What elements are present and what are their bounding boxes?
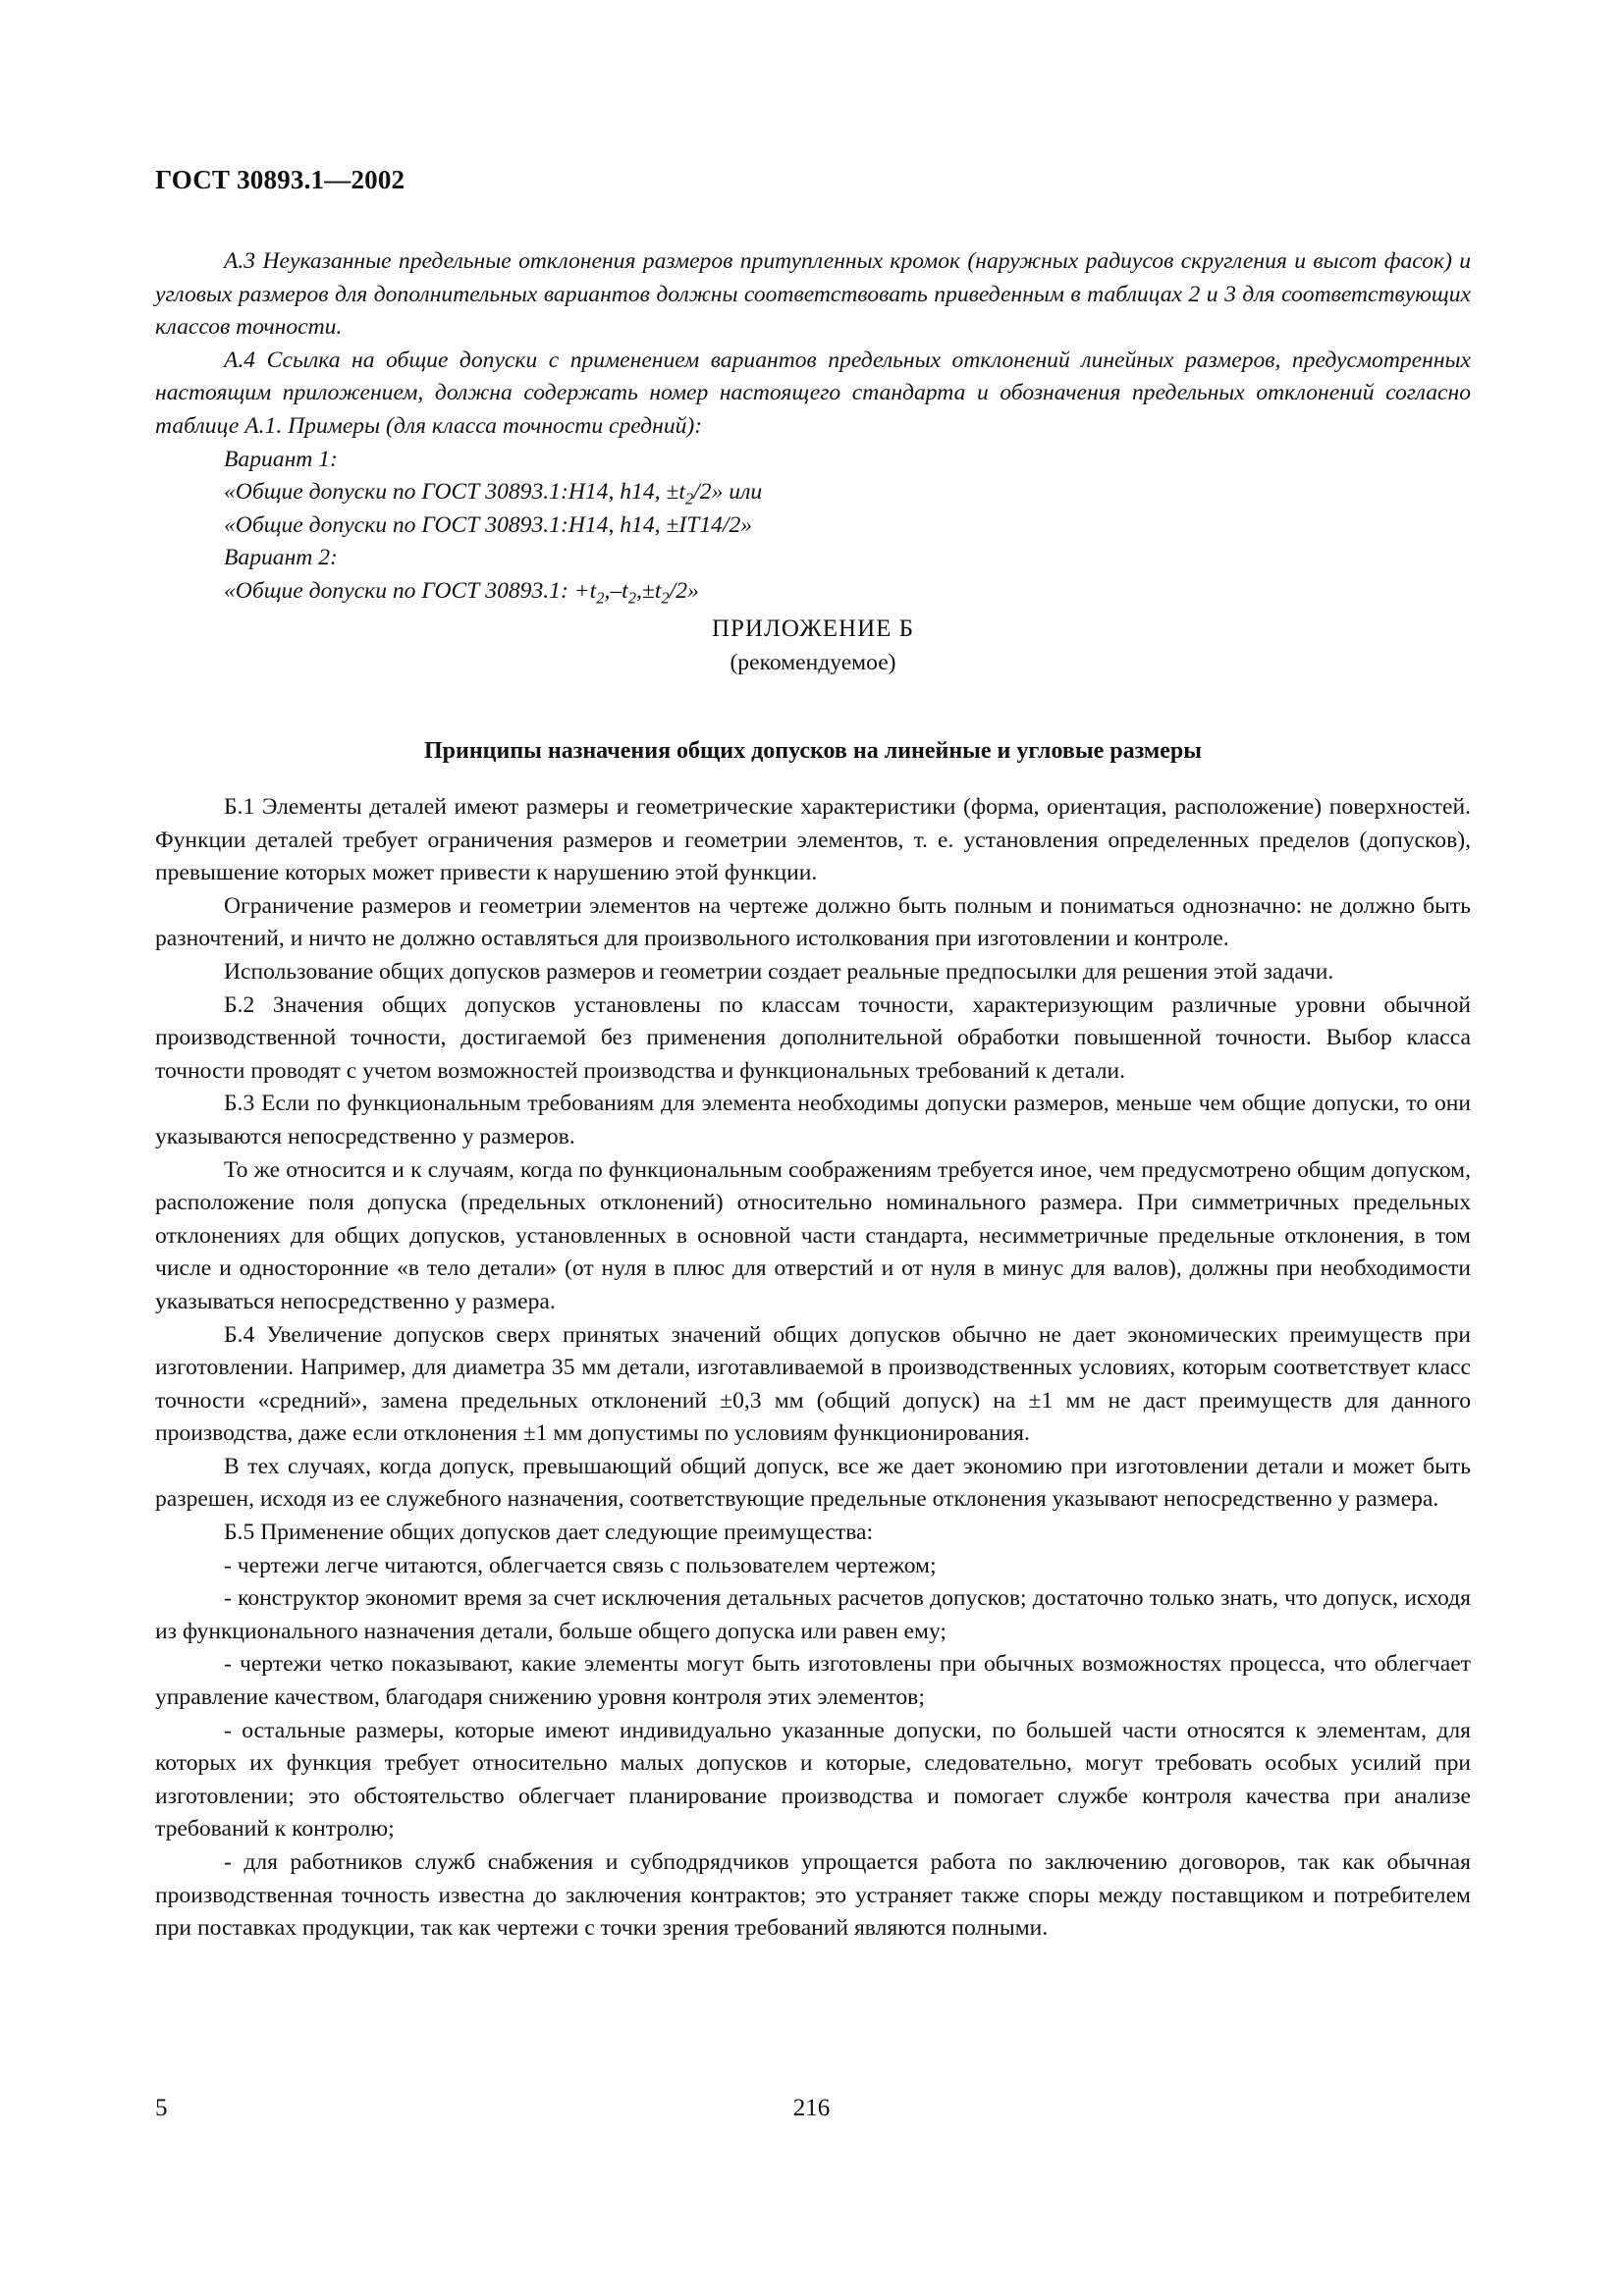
paragraph-b2: Б.2 Значения общих допусков установлены по классам точности, характеризующим различные уровни обычной производственной точности, достигаемой без применения дополнительной обработки повышенной точности. Выбор класса точности проводят с учетом возможностей производства и функциональных требований к детали.: [155, 991, 1471, 1084]
document-header: ГОСТ 30893.1—2002: [155, 165, 406, 194]
paragraph-b1: Б.1 Элементы деталей имеют размеры и геометрические характеристики (форма, ориентация, расположение) поверхностей. Функции деталей требует ограничения размеров и геометрии элементов, т. е. установления определенных пределов (допусков), превышение которых может привести к нарушению этой функции.: [155, 794, 1471, 886]
section-title: Принципы назначения общих допусков на линейные и угловые размеры: [423, 738, 1203, 764]
list-item: - чертежи легче читаются, облегчается связь с пользователем чертежом;: [224, 1552, 937, 1578]
annex-b-title: ПРИЛОЖЕНИЕ Б: [711, 615, 915, 642]
annex-b-heading: [155, 613, 1471, 679]
variant-2-label: Вариант 2:: [224, 545, 338, 571]
variant-1-label: Вариант 1:: [224, 446, 338, 472]
example-1: «Общие допуски по ГОСТ 30893.1:Н14, h14, $\pm t_2/2$» или: [224, 479, 763, 508]
list-item: - для работников служб снабжения и субподрядчиков упрощается работа по заключению договоров, так как обычная производственная точность известна до заключения контрактов; это устраняет также споры между поставщиком и потребителем при поставках продукции, так как чертежи с точки зрения требований являются полными.: [155, 1849, 1471, 1942]
page-number: 216: [792, 2095, 831, 2121]
paragraph: Использование общих допусков размеров и геометрии создает реальные предпосылки для решения этой задачи.: [224, 958, 1334, 985]
footer-left-number: 5: [155, 2095, 168, 2121]
annex-a-section: [155, 245, 1471, 609]
paragraph-b4: Б.4 Увеличение допусков сверх принятых значений общих допусков обычно не дает экономических преимуществ при изготовлении. Например, для диаметра 35 мм детали, изготавливаемой в производственных условиях, которым соответствует класс точности «средний», замена предельных отклонений ±0,3 мм (общий допуск) на ±1 мм не даст преимуществ для данного производства, даже если отклонения ±1 мм допустимы по условиям функционирования.: [155, 1321, 1471, 1447]
paragraph: В тех случаях, когда допуск, превышающий общий допуск, все же дает экономию при изготовлении детали и может быть разрешен, исходя из ее служебного назначения, соответствующие предельные отклонения указывают непосредственно у размера.: [155, 1453, 1471, 1513]
paragraph-b5: Б.5 Применение общих допусков дает следующие преимущества:: [224, 1520, 874, 1546]
list-item: - остальные размеры, которые имеют индивидуально указанные допуски, по большей части относятся к элементам, для которых их функция требует относительно малых допусков и которые, следовательно, могут требовать особых усилий при изготовлении; это обстоятельство облегчает планирование производства и помогает службе контроля качества при анализе требований к контролю;: [155, 1717, 1471, 1842]
paragraph-a3: А.3 Неуказанные предельные отклонения размеров притупленных кромок (наружных радиусов скругления и высот фасок) и угловых размеров для дополнительных вариантов должны соответствовать приведенным в таблицах 2 и 3 для соответствующих классов точности.: [155, 248, 1471, 341]
paragraph-a4: А.4 Ссылка на общие допуски с применением вариантов предельных отклонений линейных размеров, предусмотренных настоящим приложением, должна содержать номер настоящего стандарта и обозначения предельных отклонений согласно таблице А.1. Примеры (для класса точности средний):: [155, 347, 1471, 439]
annex-b-subtitle: (рекомендуемое): [730, 650, 896, 675]
paragraph: То же относится и к случаям, когда по функциональным соображениям требуется иное, чем предусмотрено общим допуском, расположение поля допуска (предельных отклонений) относительно номинального размера. При симметричных предельных отклонениях для общих допусков, установленных в основной части стандарта, несимметричные предельные отклонения, в том числе и односторонние «в тело детали» (от нуля в плюс для отверстий и от нуля в минус для валов), должны при необходимости указываться непосредственно у размера.: [155, 1156, 1471, 1314]
example-3: «Общие допуски по ГОСТ 30893.1: $+t_2,-t_2,\pm t_2/2$»: [224, 577, 699, 608]
paragraph: Ограничение размеров и геометрии элементов на чертеже должно быть полным и пониматься однозначно: не должно быть разночтений, и ничто не должно оставляться для произвольного истолкования при изготовлении и контроле.: [155, 892, 1471, 952]
annex-b-section: [155, 791, 1471, 1946]
list-item: - чертежи четко показывают, какие элементы могут быть изготовлены при обычных возможностях процесса, что облегчает управление качеством, благодаря снижению уровня контроля этих элементов;: [155, 1651, 1471, 1711]
example-2: «Общие допуски по ГОСТ 30893.1:Н14, h14, ±IT14/2»: [224, 511, 753, 538]
list-item: - конструктор экономит время за счет исключения детальных расчетов допусков; достаточно только знать, что допуск, исходя из функционального назначения детали, больше общего допуска или равен ему;: [155, 1585, 1471, 1644]
paragraph-b3: Б.3 Если по функциональным требованиям для элемента необходимы допуски размеров, меньше чем общие допуски, то они указываются непосредственно у размеров.: [155, 1091, 1471, 1149]
